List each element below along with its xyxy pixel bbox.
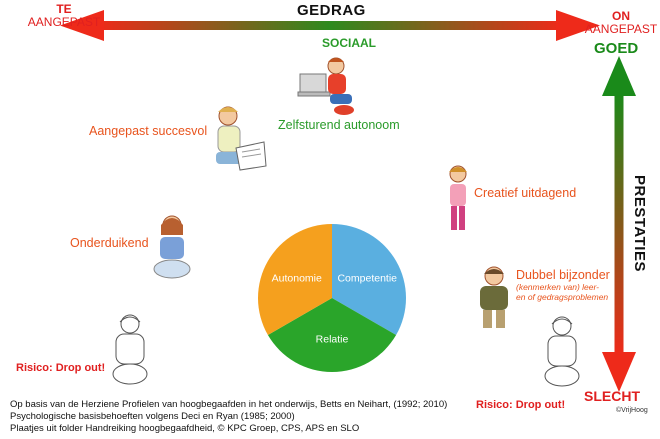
student-standing-shy-figure [474, 264, 514, 330]
label-aangepast-succesvol: Aangepast succesvol [89, 124, 208, 138]
dubbel-title: Dubbel bijzonder [516, 268, 610, 282]
right-axis-end-label [578, 10, 660, 36]
student-laptop-figure [296, 52, 360, 116]
label-sociaal: SOCIAAL [322, 36, 376, 50]
right-label-line2: AANGEPAST [584, 22, 658, 36]
performance-top-label: GOED [594, 40, 639, 57]
dubbel-sub1: (kenmerken van) leer- [516, 282, 599, 292]
footer-line1: Op basis van de Herziene Profielen van hoogbegaafden in het onderwijs, Betts en Neihart, (1992; 2010) [10, 399, 448, 410]
student-crouching-right-figure [540, 314, 584, 390]
performance-axis-title: PRESTATIES [631, 175, 648, 272]
pie-label-relatie: Relatie [315, 333, 349, 346]
footer [10, 399, 460, 435]
right-label-line1: ON [612, 9, 630, 23]
student-writing-figure [206, 102, 268, 176]
pie-label-competentie: Competentie [337, 272, 398, 285]
student-crouching-left-figure [108, 312, 152, 388]
footer-line3: Plaatjes uit folder Handreiking hoogbegaafdheid, © KPC Groep, CPS, APS en SLO [10, 423, 360, 434]
label-onderduikend: Onderduikend [70, 236, 149, 250]
basic-needs-pie [254, 220, 410, 376]
left-label-line1: TE [56, 2, 72, 16]
label-risico-left: Risico: Drop out! [16, 362, 106, 374]
label-creatief-uitdagend: Creatief uitdagend [474, 186, 577, 200]
footer-credit: ©VrijHoog [616, 407, 648, 414]
footer-line2: Psychologische basisbehoeften volgens Deci en Ryan (1985; 2000) [10, 411, 295, 422]
label-risico-right: Risico: Drop out! [476, 399, 566, 411]
left-label-line2: AANGEPAST [27, 15, 101, 29]
dubbel-sub2: en of gedragsproblemen [516, 292, 609, 302]
left-axis-end-label [24, 3, 104, 29]
performance-bottom-label: SLECHT [584, 388, 640, 404]
student-sitting-figure [150, 213, 194, 281]
pie-label-autonomie: Autonomie [271, 272, 322, 285]
behaviour-axis-title: GEDRAG [297, 2, 366, 19]
student-standing-creative-figure [442, 164, 474, 236]
label-zelfsturend-autonoom: Zelfsturend autonoom [278, 118, 400, 132]
label-dubbel-bijzonder [516, 268, 626, 302]
